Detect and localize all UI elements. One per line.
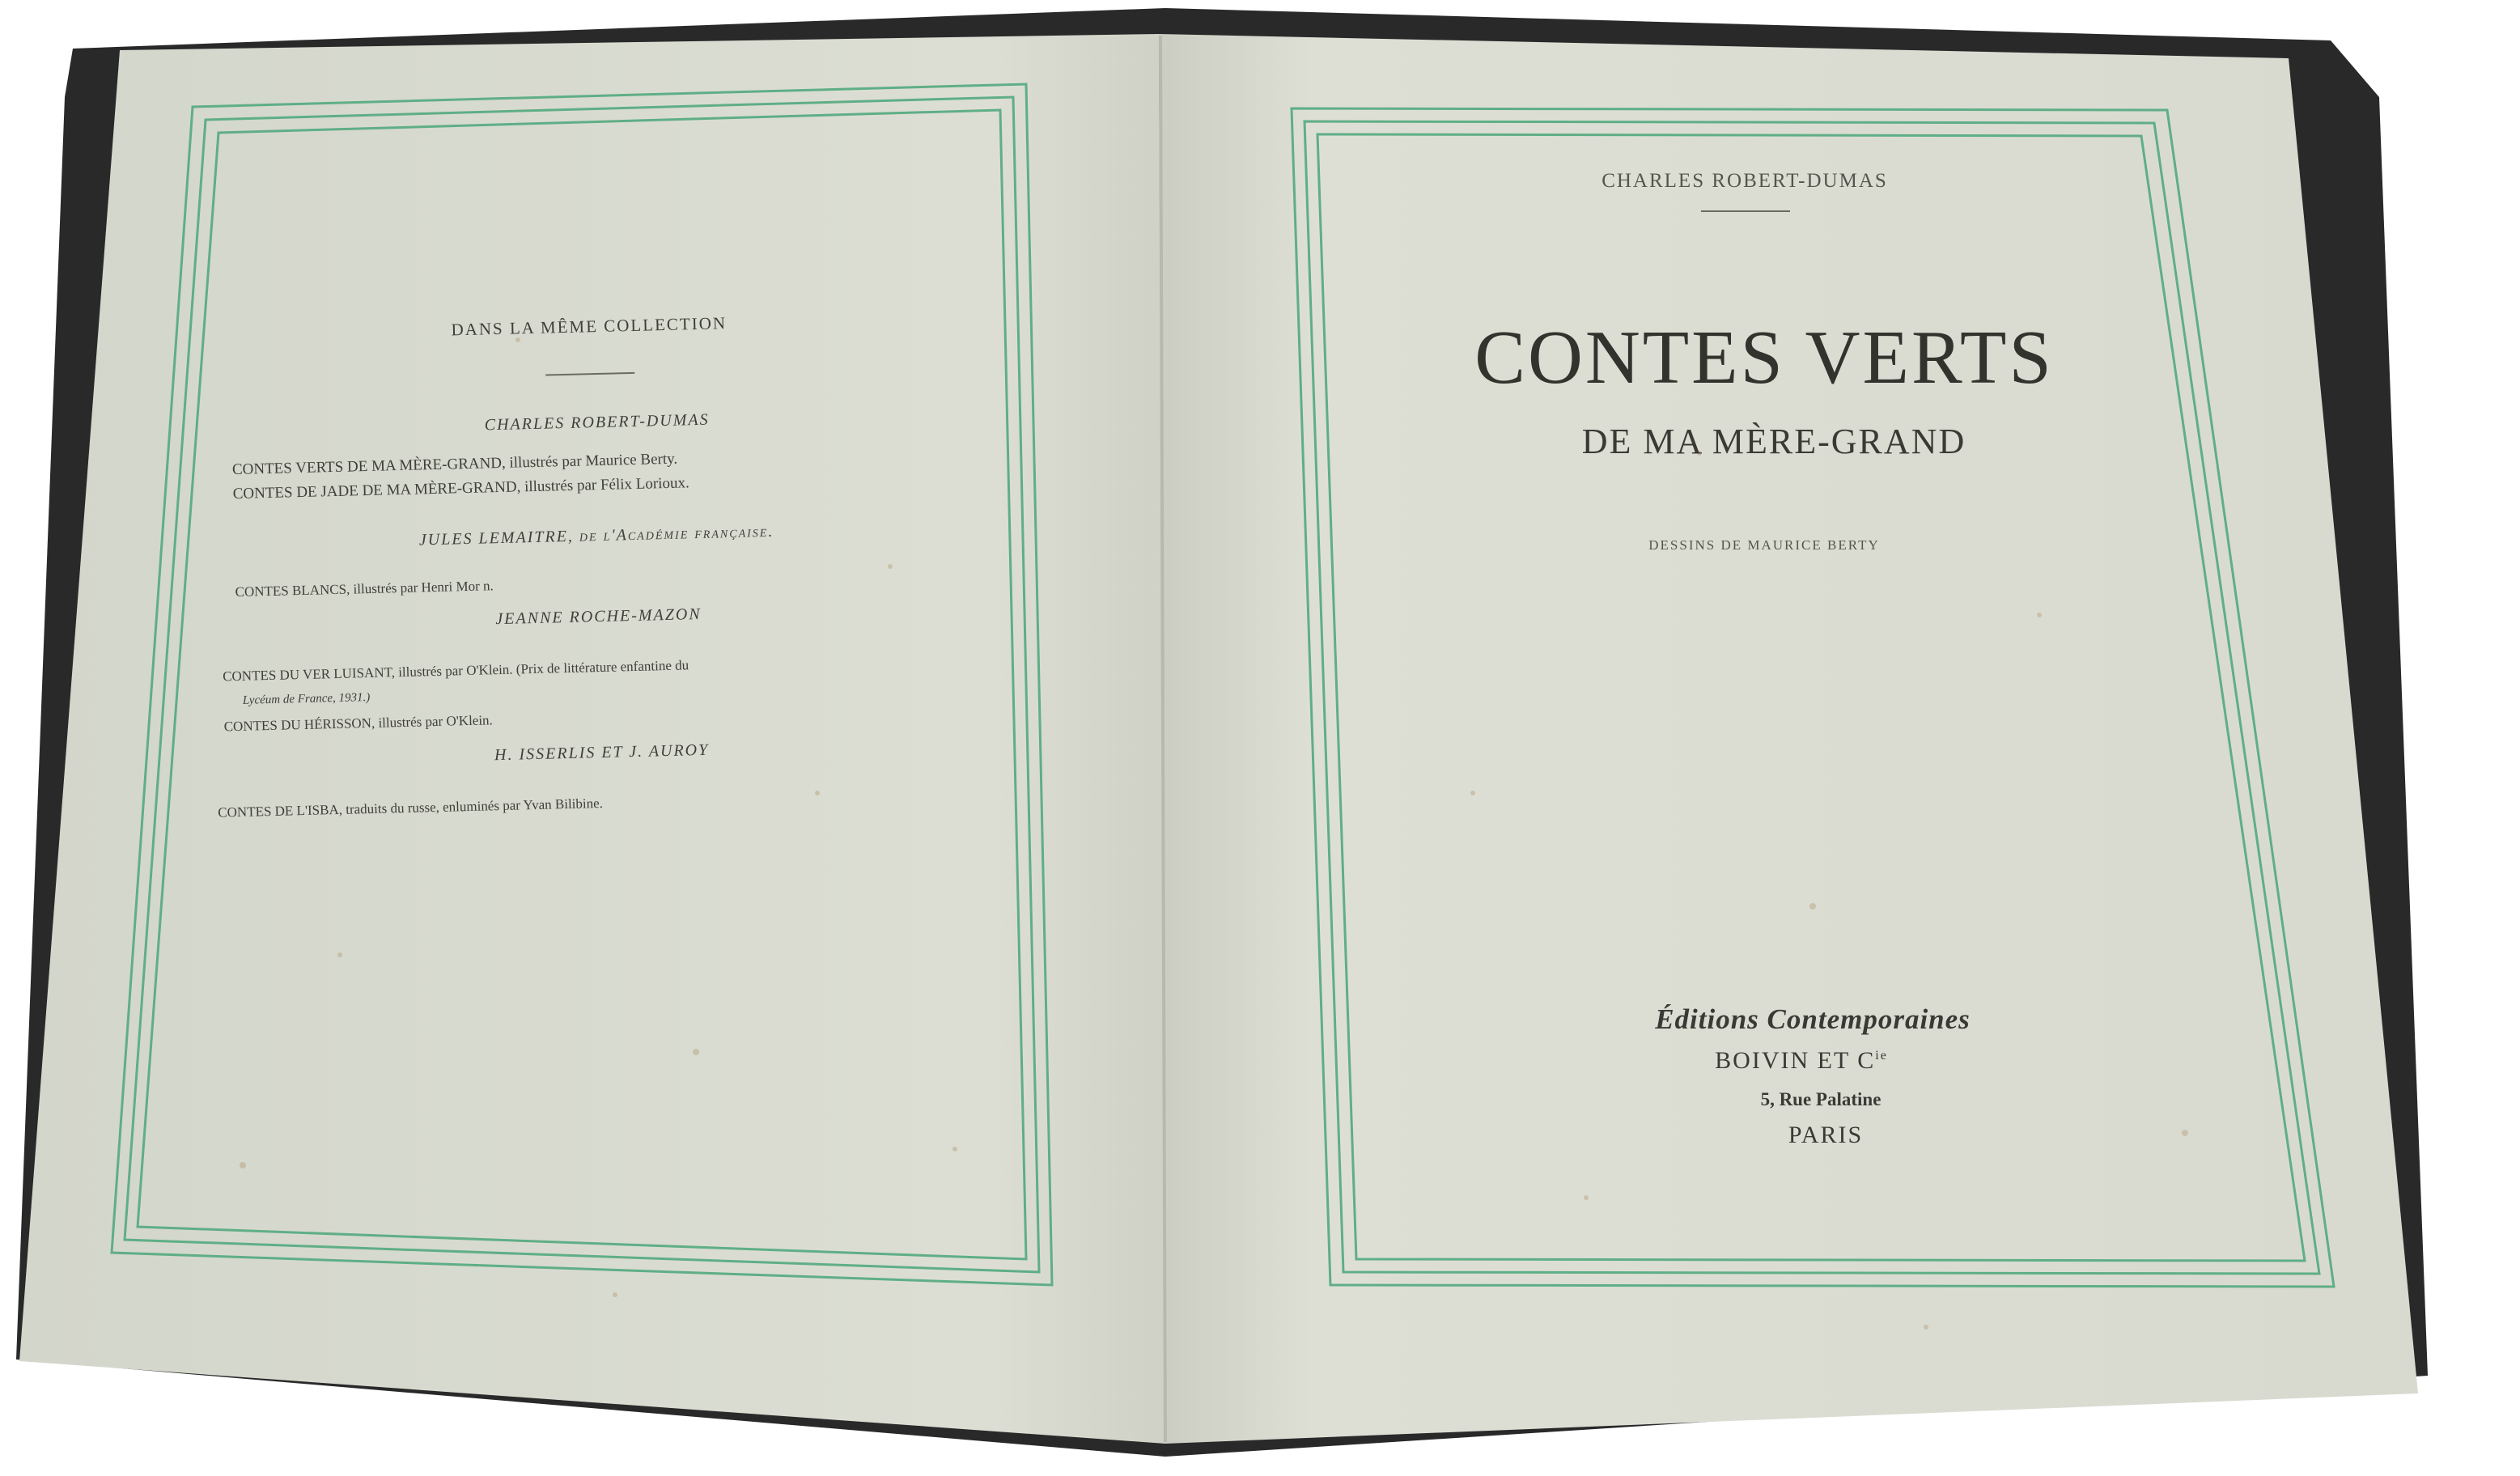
book-subtitle: DE MA MÈRE-GRAND — [1581, 422, 1966, 461]
entry-line-3-3: CONTES DU HÉRISSON, illustrés par O'Klein. — [223, 712, 494, 735]
collection-heading: DANS LA MÊME COLLECTION — [451, 313, 728, 340]
entry-line-4-1: CONTES DE L'ISBA, traduits du russe, enluminés par Yvan Bilibine. — [218, 795, 604, 821]
entry-line-3-2: Lycéum de France, 1931.) — [242, 690, 371, 707]
author-rule — [1701, 210, 1790, 212]
entry-line-3-1: CONTES DU VER LUISANT, illustrés par O'Klein. (Prix de littérature enfantine du — [222, 657, 689, 685]
entry-line-2-1: CONTES BLANCS, illustrés par Henri Mor n. — [235, 578, 494, 600]
entry-author-4: H. ISSERLIS ET J. AUROY — [494, 740, 710, 765]
illustrator-credit: DESSINS DE MAURICE BERTY — [1648, 537, 1880, 553]
publisher-house-sup: ie — [1875, 1049, 1888, 1062]
publisher-house-text: BOIVIN ET C — [1715, 1047, 1876, 1074]
publisher-name: Éditions Contemporaines — [1655, 1003, 1971, 1035]
book-author: CHARLES ROBERT-DUMAS — [1602, 170, 1888, 192]
entry-author-3: JEANNE ROCHE-MAZON — [495, 604, 702, 629]
entry-line-1-2: CONTES DE JADE DE MA MÈRE-GRAND, illustrés par Félix Lorioux. — [232, 474, 689, 503]
publisher-address: 5, Rue Palatine — [1760, 1089, 1882, 1109]
publisher-house — [1715, 1047, 1888, 1075]
book-title: CONTES VERTS — [1474, 316, 2054, 400]
entry-line-1-1: CONTES VERTS DE MA MÈRE-GRAND, illustrés par Maurice Berty. — [231, 450, 678, 479]
entry-author-2: JULES LEMAITRE, de l'Académie française. — [418, 522, 774, 549]
entry-author-1: CHARLES ROBERT-DUMAS — [484, 410, 710, 435]
publisher-city: PARIS — [1788, 1122, 1864, 1148]
